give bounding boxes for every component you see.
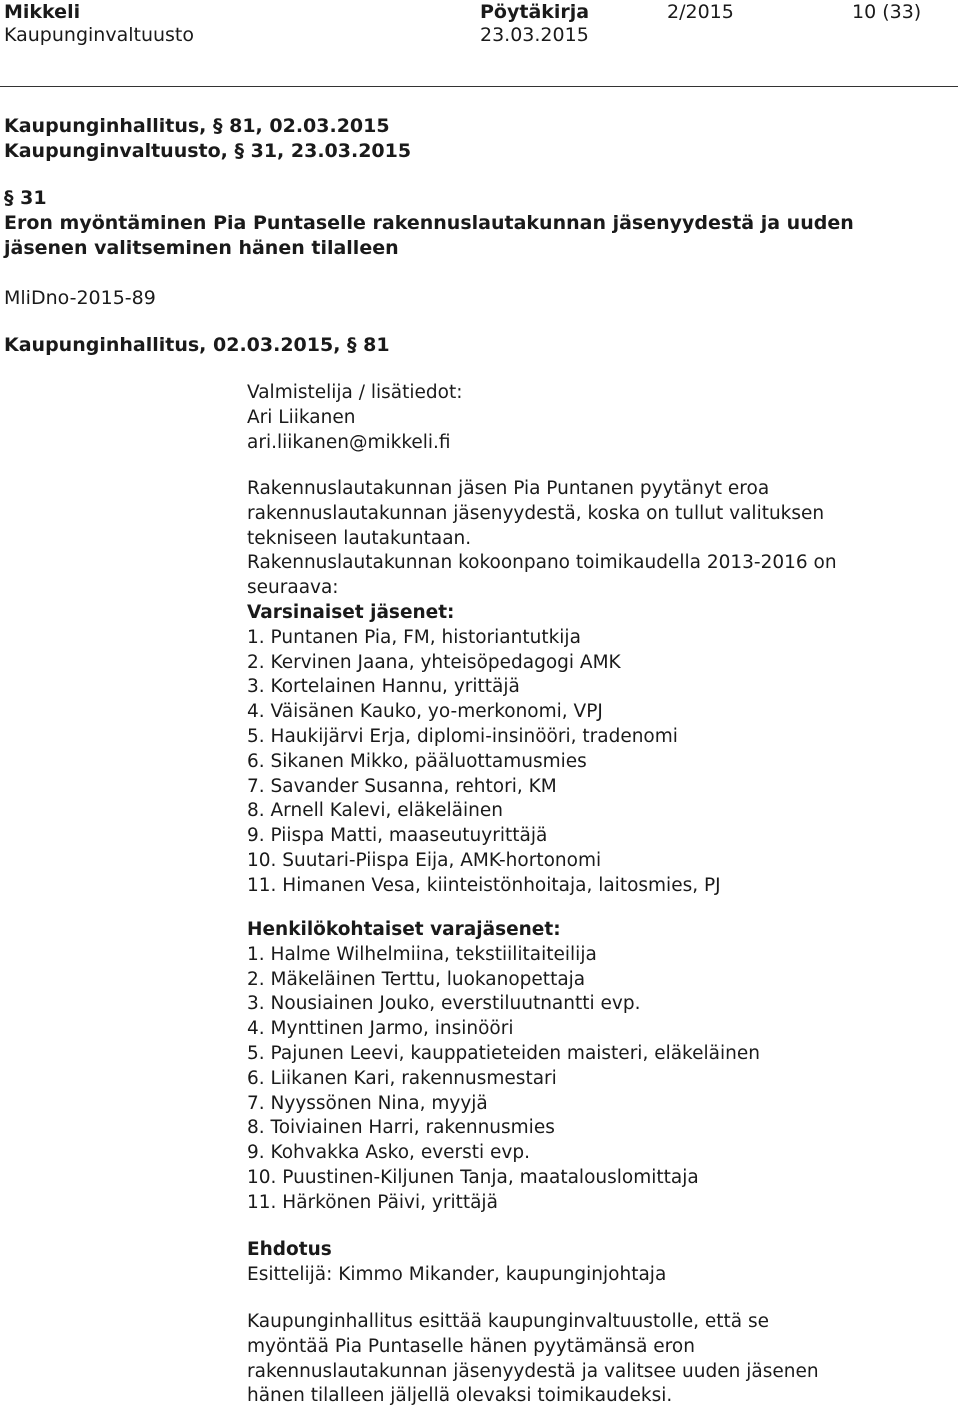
list-item: 9. Piispa Matti, maaseutuyrittäjä <box>247 825 548 847</box>
list-item: 2. Mäkeläinen Terttu, luokanopettaja <box>247 968 586 990</box>
list-item: 10. Suutari-Piispa Eija, AMK-hortonomi <box>247 849 602 871</box>
members-title: Varsinaiset jäsenet: <box>247 601 455 623</box>
proposal-text: Kaupunginhallitus esittää kaupunginvaltuustolle, että se myöntää Pia Puntaselle hänen pyytämänsä eron rakennuslautakunnan jäsenyydestä ja valitsee uuden jäsenen hänen tilalleen jäljellä olevaksi toimikaudeksi. <box>247 1311 819 1407</box>
list-item: 11. Himanen Vesa, kiinteistönhoitaja, laitosmies, PJ <box>247 874 721 896</box>
proposal-title: Ehdotus <box>247 1239 332 1260</box>
main-content <box>247 477 887 899</box>
list-item: 5. Haukijärvi Erja, diplomi-insinööri, tradenomi <box>247 725 678 747</box>
list-item: 9. Kohvakka Asko, eversti evp. <box>247 1142 531 1164</box>
section-heading <box>4 186 864 261</box>
deputies-section <box>247 918 947 1216</box>
list-item: 1. Halme Wilhelmiina, tekstiilitaiteilija <box>247 943 597 965</box>
deputies-list <box>247 943 947 1216</box>
doc-type: Pöytäkirja <box>480 1 590 23</box>
list-item: 6. Liikanen Kari, rakennusmestari <box>247 1067 557 1089</box>
list-item: 3. Nousiainen Jouko, everstiluutnantti evp. <box>247 993 641 1015</box>
preparer-info <box>247 381 947 455</box>
section-number: § 31 <box>4 187 47 209</box>
history-item: Kaupunginhallitus, § 81, 02.03.2015 <box>4 115 390 137</box>
meeting-number: 2/2015 <box>667 1 734 23</box>
org-name: Mikkeli <box>4 1 81 23</box>
list-item: 1. Puntanen Pia, FM, historiantutkija <box>247 626 581 648</box>
preparer-email[interactable]: ari.liikanen@mikkeli.fi <box>247 431 451 453</box>
list-item: 3. Kortelainen Hannu, yrittäjä <box>247 676 520 698</box>
deputies-title: Henkilökohtaiset varajäsenet: <box>247 919 561 940</box>
record-id: MliDno-2015-89 <box>4 287 156 309</box>
proposal-section <box>247 1238 947 1288</box>
list-item: 8. Arnell Kalevi, eläkeläinen <box>247 800 503 822</box>
section-title: Eron myöntäminen Pia Puntaselle rakennuslautakunnan jäsenyydestä ja uuden jäsenen valitseminen hänen tilalleen <box>4 212 854 259</box>
paragraph: Rakennuslautakunnan kokoonpano toimikaudella 2013-2016 on seuraava: <box>247 552 837 599</box>
meeting-date: 23.03.2015 <box>480 24 589 46</box>
paragraph: Rakennuslautakunnan jäsen Pia Puntanen pyytänyt eroa rakennuslautakunnan jäsenyydestä, koska on tullut valituksen tekniseen lautakuntaan. <box>247 478 825 549</box>
list-item: 7. Savander Susanna, rehtori, KM <box>247 775 557 797</box>
list-item: 4. Mynttinen Jarmo, insinööri <box>247 1018 514 1040</box>
list-item: 10. Puustinen-Kiljunen Tanja, maatalouslomittaja <box>247 1166 699 1188</box>
list-item: 2. Kervinen Jaana, yhteisöpedagogi AMK <box>247 651 621 673</box>
header-divider <box>0 86 958 87</box>
preparer-label: Valmistelija / lisätiedot: <box>247 382 463 403</box>
history <box>4 114 411 164</box>
list-item: 5. Pajunen Leevi, kauppatieteiden maisteri, eläkeläinen <box>247 1042 760 1064</box>
members-list <box>247 626 887 899</box>
proposal-presenter: Esittelijä: Kimmo Mikander, kaupunginjohtaja <box>247 1263 667 1285</box>
preparer-name: Ari Liikanen <box>247 406 356 428</box>
subheading: Kaupunginhallitus, 02.03.2015, § 81 <box>4 334 390 356</box>
history-item: Kaupunginvaltuusto, § 31, 23.03.2015 <box>4 140 412 162</box>
page-number: 10 (33) <box>852 1 922 23</box>
list-item: 4. Väisänen Kauko, yo-merkonomi, VPJ <box>247 701 603 723</box>
list-item: 11. Härkönen Päivi, yrittäjä <box>247 1191 498 1213</box>
list-item: 7. Nyyssönen Nina, myyjä <box>247 1092 488 1114</box>
list-item: 8. Toiviainen Harri, rakennusmies <box>247 1117 555 1139</box>
list-item: 6. Sikanen Mikko, pääluottamusmies <box>247 750 587 772</box>
body-name: Kaupunginvaltuusto <box>4 24 195 46</box>
